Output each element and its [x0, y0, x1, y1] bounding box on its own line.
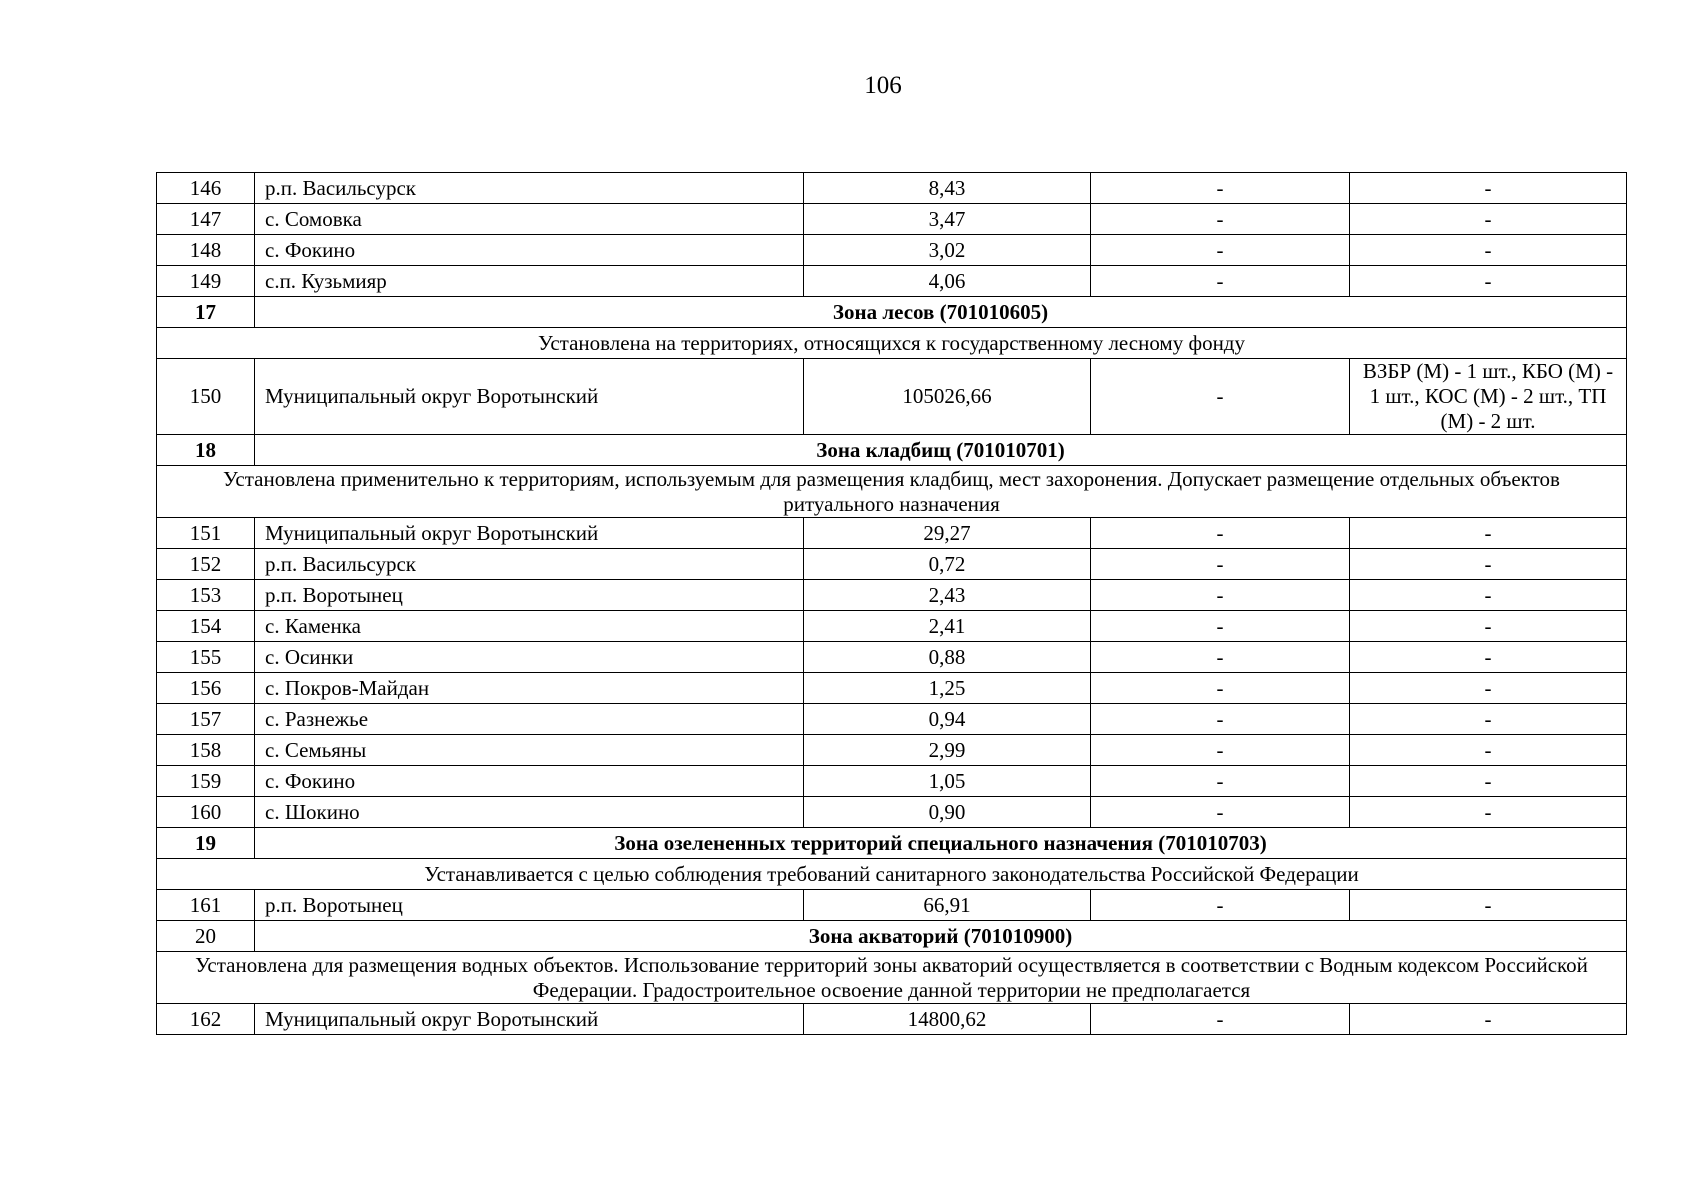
column-5-value: ВЗБР (М) - 1 шт., КБО (М) - 1 шт., КОС (М) - 2 шт., ТП (М) - 2 шт. [1350, 359, 1627, 435]
settlement-name: с. Каменка [255, 611, 804, 642]
table-row [157, 1004, 1627, 1035]
column-5-value: - [1350, 235, 1627, 266]
column-5-value: - [1350, 173, 1627, 204]
settlement-name: с. Сомовка [255, 204, 804, 235]
column-4-value: - [1091, 580, 1350, 611]
area-value: 0,72 [804, 549, 1091, 580]
area-value: 3,47 [804, 204, 1091, 235]
column-4-value: - [1091, 735, 1350, 766]
zone-description-row [157, 859, 1627, 890]
settlement-name: с. Разнежье [255, 704, 804, 735]
column-5-value: - [1350, 673, 1627, 704]
row-number: 154 [157, 611, 255, 642]
settlement-name: р.п. Васильсурск [255, 549, 804, 580]
table-row [157, 735, 1627, 766]
area-value: 1,25 [804, 673, 1091, 704]
settlement-name: Муниципальный округ Воротынский [255, 518, 804, 549]
column-5-value: - [1350, 580, 1627, 611]
area-value: 0,90 [804, 797, 1091, 828]
column-4-value: - [1091, 204, 1350, 235]
table-row [157, 673, 1627, 704]
zone-description: Устанавливается с целью соблюдения требований санитарного законодательства Российской Федерации [157, 859, 1627, 890]
column-5-value: - [1350, 735, 1627, 766]
column-5-value: - [1350, 549, 1627, 580]
zone-title: Зона лесов (701010605) [255, 297, 1627, 328]
table-row [157, 235, 1627, 266]
settlement-name: р.п. Воротынец [255, 580, 804, 611]
area-value: 0,94 [804, 704, 1091, 735]
column-4-value: - [1091, 266, 1350, 297]
column-5-value: - [1350, 766, 1627, 797]
area-value: 2,41 [804, 611, 1091, 642]
column-5-value: - [1350, 1004, 1627, 1035]
zone-number: 19 [157, 828, 255, 859]
table-row [157, 642, 1627, 673]
area-value: 29,27 [804, 518, 1091, 549]
column-5-value: - [1350, 797, 1627, 828]
zone-title: Зона кладбищ (701010701) [255, 435, 1627, 466]
area-value: 4,06 [804, 266, 1091, 297]
column-5-value: - [1350, 890, 1627, 921]
table-row [157, 890, 1627, 921]
column-4-value: - [1091, 673, 1350, 704]
column-5-value: - [1350, 642, 1627, 673]
row-number: 153 [157, 580, 255, 611]
column-4-value: - [1091, 797, 1350, 828]
column-4-value: - [1091, 611, 1350, 642]
row-number: 155 [157, 642, 255, 673]
settlement-name: Муниципальный округ Воротынский [255, 1004, 804, 1035]
table-row [157, 704, 1627, 735]
table-row [157, 359, 1627, 435]
zone-header-row [157, 828, 1627, 859]
area-value: 3,02 [804, 235, 1091, 266]
column-5-value: - [1350, 611, 1627, 642]
row-number: 156 [157, 673, 255, 704]
zone-number: 18 [157, 435, 255, 466]
table-row [157, 549, 1627, 580]
row-number: 152 [157, 549, 255, 580]
settlement-name: р.п. Воротынец [255, 890, 804, 921]
page-number: 106 [864, 72, 902, 99]
row-number: 149 [157, 266, 255, 297]
column-4-value: - [1091, 518, 1350, 549]
table-row [157, 204, 1627, 235]
column-5-value: - [1350, 518, 1627, 549]
table-row [157, 580, 1627, 611]
area-value: 2,43 [804, 580, 1091, 611]
zone-header-row [157, 297, 1627, 328]
area-value: 2,99 [804, 735, 1091, 766]
row-number: 160 [157, 797, 255, 828]
table-row [157, 611, 1627, 642]
area-value: 8,43 [804, 173, 1091, 204]
zone-header-row [157, 435, 1627, 466]
column-5-value: - [1350, 204, 1627, 235]
settlement-name: с. Осинки [255, 642, 804, 673]
column-4-value: - [1091, 890, 1350, 921]
area-value: 1,05 [804, 766, 1091, 797]
zone-title: Зона акваторий (701010900) [255, 921, 1627, 952]
zone-description: Установлена применительно к территориям, используемым для размещения кладбищ, мест захоронения. Допускает размещение отдельных объектов ритуального назначения [157, 466, 1627, 518]
table-row [157, 266, 1627, 297]
column-4-value: - [1091, 235, 1350, 266]
row-number: 162 [157, 1004, 255, 1035]
column-4-value: - [1091, 766, 1350, 797]
table-row [157, 518, 1627, 549]
column-4-value: - [1091, 642, 1350, 673]
zone-description: Установлена на территориях, относящихся к государственному лесному фонду [157, 328, 1627, 359]
area-value: 0,88 [804, 642, 1091, 673]
row-number: 151 [157, 518, 255, 549]
settlement-name: с. Семьяны [255, 735, 804, 766]
column-4-value: - [1091, 359, 1350, 435]
settlement-name: Муниципальный округ Воротынский [255, 359, 804, 435]
table-row [157, 797, 1627, 828]
settlement-name: с. Шокино [255, 797, 804, 828]
zone-description-row [157, 952, 1627, 1004]
settlement-name: с. Фокино [255, 235, 804, 266]
row-number: 150 [157, 359, 255, 435]
area-value: 66,91 [804, 890, 1091, 921]
area-value: 105026,66 [804, 359, 1091, 435]
table-row [157, 173, 1627, 204]
row-number: 157 [157, 704, 255, 735]
zone-title: Зона озелененных территорий специального назначения (701010703) [255, 828, 1627, 859]
settlement-name: с. Покров-Майдан [255, 673, 804, 704]
column-5-value: - [1350, 266, 1627, 297]
zone-number: 17 [157, 297, 255, 328]
column-4-value: - [1091, 704, 1350, 735]
zone-header-row [157, 921, 1627, 952]
zone-description-row [157, 466, 1627, 518]
column-4-value: - [1091, 549, 1350, 580]
column-5-value: - [1350, 704, 1627, 735]
zone-description-row [157, 328, 1627, 359]
column-4-value: - [1091, 1004, 1350, 1035]
table-row [157, 766, 1627, 797]
row-number: 161 [157, 890, 255, 921]
row-number: 147 [157, 204, 255, 235]
column-4-value: - [1091, 173, 1350, 204]
area-value: 14800,62 [804, 1004, 1091, 1035]
settlement-name: с. Фокино [255, 766, 804, 797]
zones-table [156, 172, 1627, 1035]
row-number: 146 [157, 173, 255, 204]
row-number: 159 [157, 766, 255, 797]
settlement-name: с.п. Кузьмияр [255, 266, 804, 297]
zone-number: 20 [157, 921, 255, 952]
zone-description: Установлена для размещения водных объектов. Использование территорий зоны акваторий осуществляется в соответствии с Водным кодексом Российской Федерации. Градостроительное освоение данной территории не предполагается [157, 952, 1627, 1004]
row-number: 148 [157, 235, 255, 266]
row-number: 158 [157, 735, 255, 766]
settlement-name: р.п. Васильсурск [255, 173, 804, 204]
